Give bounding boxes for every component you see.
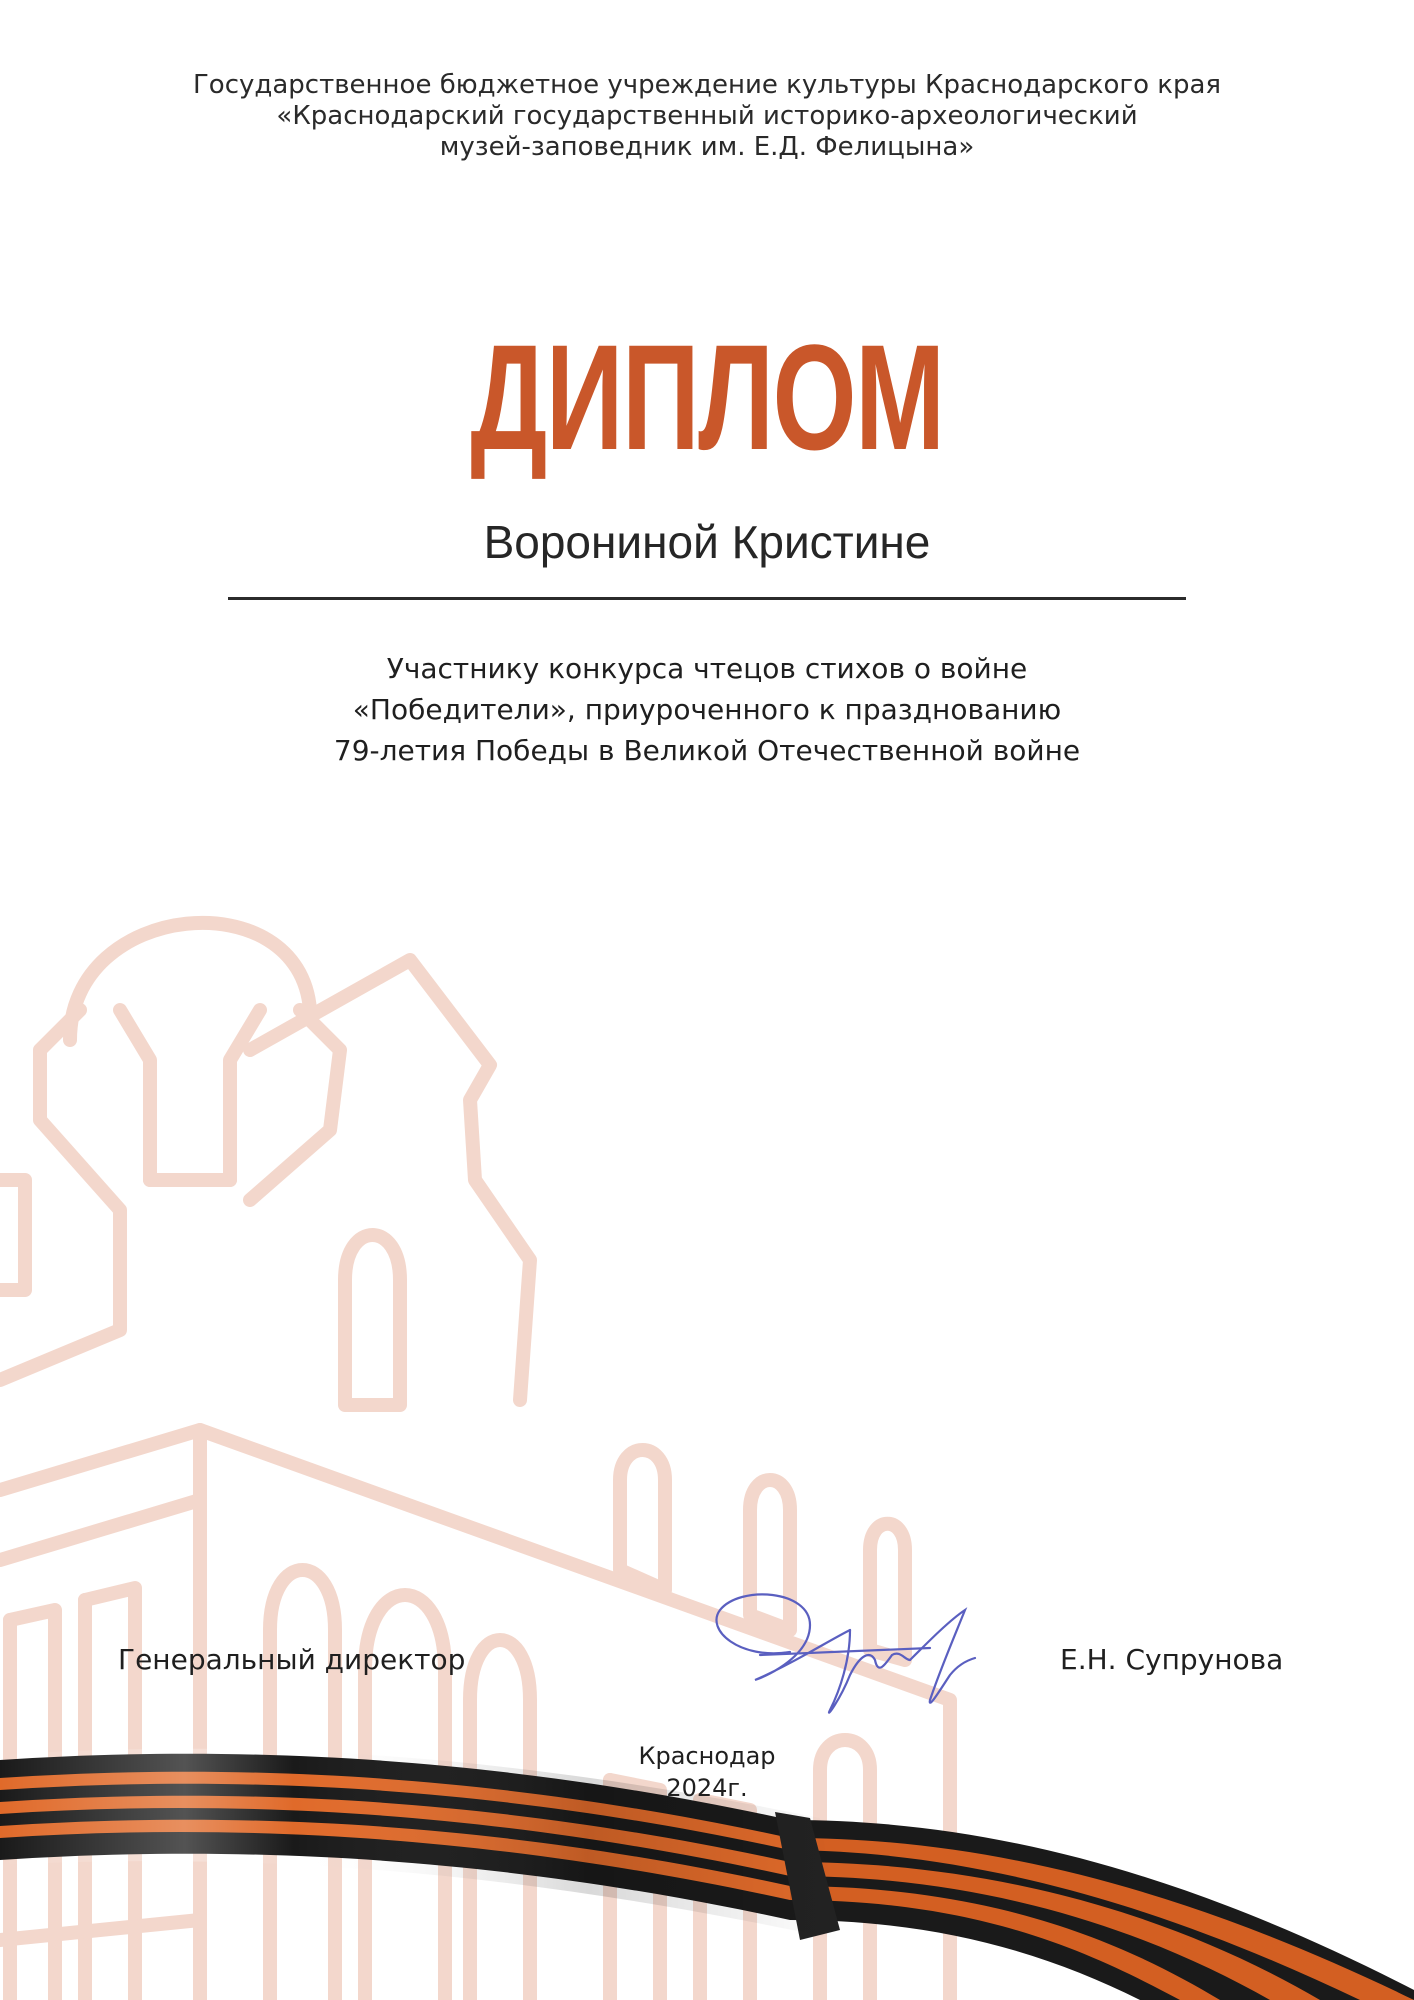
signatory-position: Генеральный директор	[118, 1643, 466, 1676]
recipient-name: Ворониной Кристине	[483, 516, 931, 568]
signatory-name: Е.Н. Супрунова	[1060, 1643, 1284, 1676]
header-line-1: Государственное бюджетное учреждение культуры Краснодарского края	[192, 70, 1222, 100]
header-line-2: «Краснодарский государственный историко-археологический	[276, 101, 1138, 131]
diploma-title: ДИПЛОМ	[470, 313, 944, 481]
description-line-2: «Победители», приуроченного к празднованию	[352, 693, 1062, 726]
header-line-3: музей-заповедник им. Е.Д. Фелицына»	[439, 132, 975, 162]
description-line-1: Участнику конкурса чтецов стихов о войне	[386, 652, 1028, 685]
institution-header	[0, 70, 1414, 163]
award-description	[0, 648, 1414, 771]
recipient-underline	[228, 597, 1186, 600]
place-and-year	[500, 1740, 914, 1804]
year-label: 2024г.	[666, 1774, 748, 1802]
handwritten-signature	[700, 1580, 1000, 1720]
description-line-3: 79-летия Победы в Великой Отечественной войне	[333, 734, 1081, 767]
city-label: Краснодар	[638, 1742, 776, 1770]
